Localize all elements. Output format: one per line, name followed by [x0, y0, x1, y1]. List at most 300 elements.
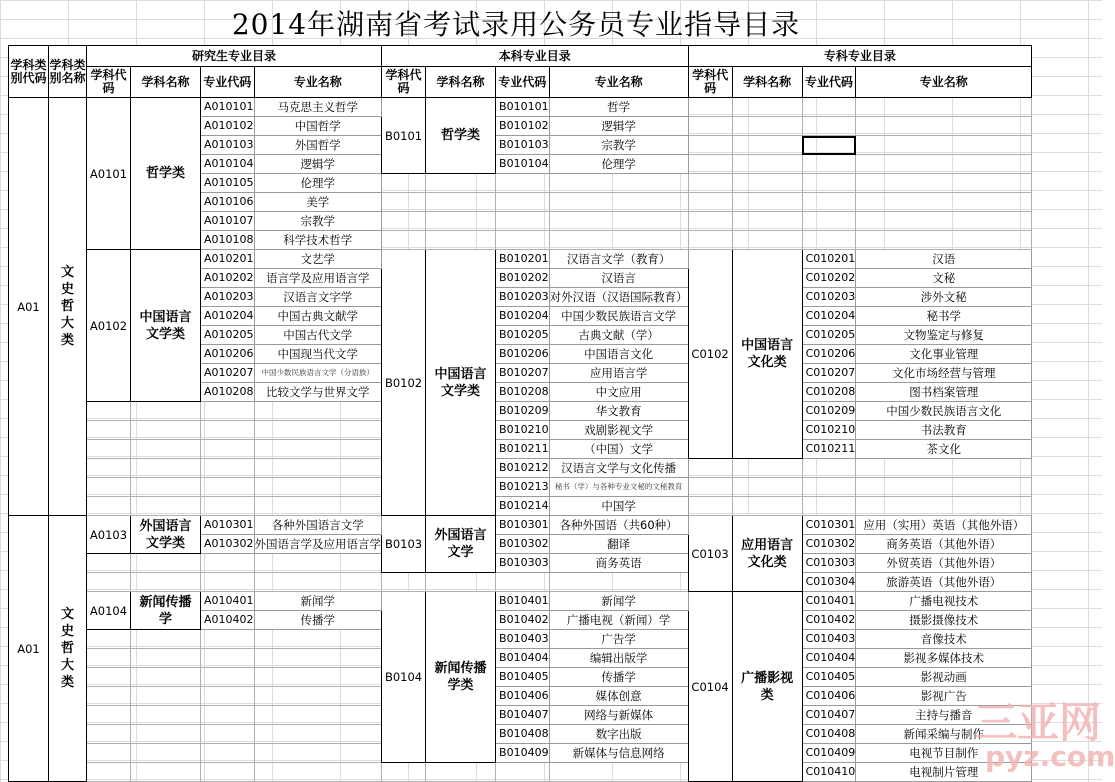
- g-major-code: A010105: [201, 174, 255, 193]
- g-group-name: 哲学类: [131, 98, 201, 250]
- empty-cell: [382, 763, 426, 782]
- header-bach-sub-code: 学科代码: [382, 67, 426, 98]
- empty-cell: [201, 725, 255, 744]
- table-row: [9, 725, 1032, 744]
- g-major-name: 汉语言文字学: [254, 288, 382, 307]
- empty-cell: [732, 478, 802, 497]
- g-major-code: A010108: [201, 231, 255, 250]
- empty-cell: [802, 497, 856, 516]
- empty-cell: [802, 478, 856, 497]
- c-major-name: 应用（实用）英语（其他外语）: [856, 516, 1032, 535]
- g-group-code: A0101: [87, 98, 131, 250]
- b-major-code: B010408: [496, 725, 550, 744]
- empty-cell: [201, 763, 255, 782]
- b-major-code: B010101: [496, 98, 550, 117]
- g-major-code: A010301: [201, 516, 255, 535]
- c-major-name: 影视多媒体技术: [856, 649, 1032, 668]
- empty-cell: [382, 231, 426, 250]
- table-row: [9, 459, 1032, 478]
- g-major-name: 新闻学: [254, 592, 382, 611]
- c-major-code: C010402: [802, 611, 856, 630]
- g-major-name: 中国少数民族语言文学（分语族）: [254, 364, 382, 383]
- g-major-code: A010401: [201, 592, 255, 611]
- empty-cell: [732, 98, 802, 117]
- watermark-logo: 三亚网: [975, 698, 1102, 747]
- g-major-name: 中国古典文献学: [254, 307, 382, 326]
- empty-cell: [131, 630, 201, 649]
- c-major-name: 外贸英语（其他外语）: [856, 554, 1032, 573]
- empty-cell: [254, 440, 382, 459]
- b-major-code: B010402: [496, 611, 550, 630]
- empty-cell: [87, 630, 131, 649]
- empty-cell: [856, 497, 1032, 516]
- c-major-name: 电视节目制作: [856, 744, 1032, 763]
- b-major-code: B010302: [496, 535, 550, 554]
- empty-cell: [688, 497, 732, 516]
- c-major-name: 文物鉴定与修复: [856, 326, 1032, 345]
- header-assoc-sub-code: 学科代码: [688, 67, 732, 98]
- c-group-name: 广播影视类: [732, 592, 802, 782]
- c-major-name: 广播电视技术: [856, 592, 1032, 611]
- category-name: 文史哲大类: [49, 516, 87, 782]
- category-name: 文史哲大类: [49, 98, 87, 516]
- empty-cell: [549, 212, 688, 231]
- c-major-name: 文秘: [856, 269, 1032, 288]
- header-grad-major-code: 专业代码: [201, 67, 255, 98]
- g-major-name: 科学技术哲学: [254, 231, 382, 250]
- header-bach-sub-name: 学科名称: [426, 67, 496, 98]
- c-major-name: 茶文化: [856, 440, 1032, 459]
- g-major-name: 文艺学: [254, 250, 382, 269]
- empty-cell: [426, 763, 496, 782]
- empty-cell: [131, 668, 201, 687]
- empty-cell: [131, 763, 201, 782]
- g-major-name: 外国语言学及应用语言学: [254, 535, 382, 554]
- g-major-name: 马克思主义哲学: [254, 98, 382, 117]
- empty-cell: [856, 117, 1032, 136]
- empty-cell: [802, 98, 856, 117]
- c-major-code: C010211: [802, 440, 856, 459]
- c-major-code: C010204: [802, 307, 856, 326]
- b-major-name: 汉语言文学（教育）: [549, 250, 688, 269]
- empty-cell: [802, 459, 856, 478]
- b-major-name: 汉语言文学与文化传播: [549, 459, 688, 478]
- header-grad: 研究生专业目录: [87, 46, 382, 67]
- g-group-code: A0103: [87, 516, 131, 554]
- empty-cell: [856, 174, 1032, 193]
- empty-cell: [201, 421, 255, 440]
- b-major-code: B010103: [496, 136, 550, 155]
- empty-cell: [426, 174, 496, 193]
- c-major-name: 书法教育: [856, 421, 1032, 440]
- b-major-code: B010208: [496, 383, 550, 402]
- empty-cell: [856, 231, 1032, 250]
- empty-cell: [549, 174, 688, 193]
- empty-cell: [131, 440, 201, 459]
- g-group-name: 中国语言文学类: [131, 250, 201, 402]
- c-major-name: 旅游英语（其他外语）: [856, 573, 1032, 592]
- c-major-code: C010410: [802, 763, 856, 782]
- c-major-code: C010203: [802, 288, 856, 307]
- category-code: A01: [9, 98, 49, 516]
- b-major-code: B010212: [496, 459, 550, 478]
- empty-cell: [732, 497, 802, 516]
- empty-cell: [131, 459, 201, 478]
- empty-cell: [254, 554, 382, 573]
- b-major-code: B010404: [496, 649, 550, 668]
- empty-cell: [201, 649, 255, 668]
- b-group-name: 新闻传播学类: [426, 592, 496, 763]
- empty-cell: [254, 459, 382, 478]
- b-major-name: 对外汉语（汉语国际教育）: [549, 288, 688, 307]
- empty-cell: [382, 573, 426, 592]
- table-row: [9, 706, 1032, 725]
- empty-cell: [201, 554, 255, 573]
- header-cat-name: 学科类别名称: [49, 46, 87, 98]
- empty-cell: [496, 763, 550, 782]
- empty-cell: [382, 174, 426, 193]
- b-major-name: 应用语言学: [549, 364, 688, 383]
- g-major-name: 外国哲学: [254, 136, 382, 155]
- c-major-code: C010201: [802, 250, 856, 269]
- empty-cell: [496, 231, 550, 250]
- g-major-code: A010208: [201, 383, 255, 402]
- empty-cell: [87, 440, 131, 459]
- empty-cell: [87, 649, 131, 668]
- b-major-name: 新闻学: [549, 592, 688, 611]
- c-major-code: C010208: [802, 383, 856, 402]
- empty-cell: [254, 687, 382, 706]
- empty-cell: [496, 193, 550, 212]
- empty-cell: [549, 573, 688, 592]
- empty-cell: [254, 497, 382, 516]
- b-major-name: 汉语言: [549, 269, 688, 288]
- g-major-code: A010103: [201, 136, 255, 155]
- empty-cell: [131, 554, 201, 573]
- b-major-name: 中国学: [549, 497, 688, 516]
- header-assoc-major-code: 专业代码: [802, 67, 856, 98]
- b-major-code: B010203: [496, 288, 550, 307]
- b-major-name: 网络与新媒体: [549, 706, 688, 725]
- empty-cell: [549, 231, 688, 250]
- b-major-code: B010210: [496, 421, 550, 440]
- g-group-name: 外国语言文学类: [131, 516, 201, 554]
- empty-cell: [856, 478, 1032, 497]
- b-major-code: B010403: [496, 630, 550, 649]
- g-major-code: A010106: [201, 193, 255, 212]
- empty-cell: [496, 573, 550, 592]
- b-major-name: 秘书（学）与各种专业文秘的文秘教育: [549, 478, 688, 497]
- empty-cell: [549, 193, 688, 212]
- b-major-name: （中国）文学: [549, 440, 688, 459]
- watermark-url: pyz.com: [985, 740, 1115, 773]
- b-major-name: 中国少数民族语言文学: [549, 307, 688, 326]
- g-major-code: A010107: [201, 212, 255, 231]
- c-major-code: C010408: [802, 725, 856, 744]
- empty-cell: [201, 478, 255, 497]
- b-major-name: 哲学: [549, 98, 688, 117]
- c-major-name: 新闻采编与制作: [856, 725, 1032, 744]
- selected-cell[interactable]: [802, 136, 856, 155]
- empty-cell: [856, 155, 1032, 174]
- empty-cell: [688, 212, 732, 231]
- c-major-name: 中国少数民族语言文化: [856, 402, 1032, 421]
- c-major-code: C010403: [802, 630, 856, 649]
- empty-cell: [87, 687, 131, 706]
- empty-cell: [802, 231, 856, 250]
- empty-cell: [254, 763, 382, 782]
- c-major-name: 影视广告: [856, 687, 1032, 706]
- empty-cell: [802, 117, 856, 136]
- empty-cell: [382, 212, 426, 231]
- empty-cell: [688, 231, 732, 250]
- c-major-name: 主持与播音: [856, 706, 1032, 725]
- empty-cell: [688, 174, 732, 193]
- empty-cell: [688, 193, 732, 212]
- b-major-name: 华文教育: [549, 402, 688, 421]
- empty-cell: [87, 725, 131, 744]
- b-major-name: 逻辑学: [549, 117, 688, 136]
- b-group-code: B0101: [382, 98, 426, 174]
- c-group-code: C0102: [688, 250, 732, 459]
- header-assoc-sub-name: 学科名称: [732, 67, 802, 98]
- c-major-name: 秘书学: [856, 307, 1032, 326]
- header-cat-code: 学科类别代码: [9, 46, 49, 98]
- empty-cell: [201, 459, 255, 478]
- b-major-code: B010407: [496, 706, 550, 725]
- empty-cell: [87, 573, 131, 592]
- b-major-name: 传播学: [549, 668, 688, 687]
- empty-cell: [856, 193, 1032, 212]
- c-group-code: C0103: [688, 516, 732, 592]
- empty-cell: [131, 744, 201, 763]
- b-major-code: B010201: [496, 250, 550, 269]
- c-group-name: 中国语言文化类: [732, 250, 802, 459]
- header-bach: 本科专业目录: [382, 46, 689, 67]
- empty-cell: [87, 402, 131, 421]
- b-major-code: B010409: [496, 744, 550, 763]
- b-major-code: B010205: [496, 326, 550, 345]
- b-major-name: 各种外国语（共60种）: [549, 516, 688, 535]
- g-major-code: A010206: [201, 345, 255, 364]
- empty-cell: [201, 402, 255, 421]
- empty-cell: [201, 630, 255, 649]
- b-major-name: 数字出版: [549, 725, 688, 744]
- b-major-code: B010211: [496, 440, 550, 459]
- empty-cell: [254, 725, 382, 744]
- empty-cell: [254, 649, 382, 668]
- empty-cell: [254, 744, 382, 763]
- empty-cell: [688, 155, 732, 174]
- b-major-name: 翻译: [549, 535, 688, 554]
- b-major-name: 编辑出版学: [549, 649, 688, 668]
- empty-cell: [732, 136, 802, 155]
- b-group-code: B0103: [382, 516, 426, 573]
- empty-cell: [856, 459, 1032, 478]
- table-row: [9, 402, 1032, 421]
- b-group-code: B0102: [382, 250, 426, 516]
- b-major-name: 广播电视（新闻）学: [549, 611, 688, 630]
- b-major-name: 新媒体与信息网络: [549, 744, 688, 763]
- empty-cell: [802, 212, 856, 231]
- empty-cell: [382, 193, 426, 212]
- c-major-code: C010401: [802, 592, 856, 611]
- g-major-code: A010104: [201, 155, 255, 174]
- empty-cell: [201, 573, 255, 592]
- empty-cell: [201, 497, 255, 516]
- b-major-code: B010104: [496, 155, 550, 174]
- g-major-name: 中国哲学: [254, 117, 382, 136]
- header-bach-major-code: 专业代码: [496, 67, 550, 98]
- empty-cell: [732, 174, 802, 193]
- empty-cell: [87, 421, 131, 440]
- empty-cell: [426, 212, 496, 231]
- g-major-name: 传播学: [254, 611, 382, 630]
- empty-cell: [496, 212, 550, 231]
- empty-cell: [87, 497, 131, 516]
- g-major-name: 比较文学与世界文学: [254, 383, 382, 402]
- c-major-code: C010209: [802, 402, 856, 421]
- b-major-code: B010405: [496, 668, 550, 687]
- g-major-name: 宗教学: [254, 212, 382, 231]
- major-catalog-table: [8, 45, 1032, 782]
- b-major-name: 商务英语: [549, 554, 688, 573]
- table-row: [9, 250, 1032, 269]
- c-major-code: C010210: [802, 421, 856, 440]
- empty-cell: [201, 687, 255, 706]
- b-major-code: B010202: [496, 269, 550, 288]
- table-row: [9, 421, 1032, 440]
- c-major-code: C010405: [802, 668, 856, 687]
- empty-cell: [688, 478, 732, 497]
- b-major-code: B010206: [496, 345, 550, 364]
- c-major-code: C010304: [802, 573, 856, 592]
- g-major-name: 语言学及应用语言学: [254, 269, 382, 288]
- c-major-code: C010207: [802, 364, 856, 383]
- table-row: [9, 497, 1032, 516]
- table-row: [9, 554, 1032, 573]
- c-major-code: C010206: [802, 345, 856, 364]
- empty-cell: [732, 193, 802, 212]
- g-group-code: A0104: [87, 592, 131, 630]
- b-major-name: 广告学: [549, 630, 688, 649]
- empty-cell: [131, 706, 201, 725]
- g-major-code: A010201: [201, 250, 255, 269]
- c-major-code: C010406: [802, 687, 856, 706]
- empty-cell: [87, 763, 131, 782]
- table-row: [9, 649, 1032, 668]
- b-major-name: 中文应用: [549, 383, 688, 402]
- b-group-code: B0104: [382, 592, 426, 763]
- header-grad-major-name: 专业名称: [254, 67, 382, 98]
- b-major-name: 古典文献（学）: [549, 326, 688, 345]
- empty-cell: [201, 440, 255, 459]
- header-grad-sub-name: 学科名称: [131, 67, 201, 98]
- g-major-code: A010205: [201, 326, 255, 345]
- c-major-name: 音像技术: [856, 630, 1032, 649]
- empty-cell: [201, 706, 255, 725]
- g-major-code: A010302: [201, 535, 255, 554]
- b-major-code: B010214: [496, 497, 550, 516]
- g-major-code: A010203: [201, 288, 255, 307]
- empty-cell: [254, 706, 382, 725]
- empty-cell: [131, 402, 201, 421]
- empty-cell: [856, 136, 1032, 155]
- empty-cell: [87, 668, 131, 687]
- empty-cell: [688, 136, 732, 155]
- b-major-name: 媒体创意: [549, 687, 688, 706]
- header-grad-sub-code: 学科代码: [87, 67, 131, 98]
- empty-cell: [732, 231, 802, 250]
- g-major-code: A010207: [201, 364, 255, 383]
- g-major-name: 逻辑学: [254, 155, 382, 174]
- empty-cell: [426, 231, 496, 250]
- g-major-code: A010204: [201, 307, 255, 326]
- g-major-code: A010101: [201, 98, 255, 117]
- b-group-name: 外国语言文学: [426, 516, 496, 573]
- g-group-name: 新闻传播学: [131, 592, 201, 630]
- c-major-code: C010303: [802, 554, 856, 573]
- empty-cell: [131, 649, 201, 668]
- c-major-name: 图书档案管理: [856, 383, 1032, 402]
- empty-cell: [426, 573, 496, 592]
- table-row: [9, 763, 1032, 782]
- g-major-code: A010202: [201, 269, 255, 288]
- empty-cell: [856, 212, 1032, 231]
- c-major-code: C010205: [802, 326, 856, 345]
- g-major-code: A010402: [201, 611, 255, 630]
- g-major-name: 美学: [254, 193, 382, 212]
- empty-cell: [254, 478, 382, 497]
- c-group-code: C0104: [688, 592, 732, 782]
- empty-cell: [201, 668, 255, 687]
- b-major-code: B010204: [496, 307, 550, 326]
- empty-cell: [732, 459, 802, 478]
- category-code: A01: [9, 516, 49, 782]
- b-major-code: B010209: [496, 402, 550, 421]
- c-group-name: 应用语言文化类: [732, 516, 802, 592]
- b-major-code: B010213: [496, 478, 550, 497]
- empty-cell: [254, 630, 382, 649]
- empty-cell: [131, 687, 201, 706]
- table-row: [9, 440, 1032, 459]
- c-major-name: 文化事业管理: [856, 345, 1032, 364]
- empty-cell: [87, 744, 131, 763]
- b-major-code: B010406: [496, 687, 550, 706]
- empty-cell: [201, 744, 255, 763]
- empty-cell: [856, 98, 1032, 117]
- table-row: [9, 668, 1032, 687]
- empty-cell: [688, 459, 732, 478]
- empty-cell: [254, 668, 382, 687]
- empty-cell: [732, 117, 802, 136]
- empty-cell: [254, 402, 382, 421]
- empty-cell: [688, 117, 732, 136]
- header-assoc: 专科专业目录: [688, 46, 1032, 67]
- table-row: [9, 630, 1032, 649]
- b-major-code: B010303: [496, 554, 550, 573]
- empty-cell: [254, 421, 382, 440]
- empty-cell: [87, 459, 131, 478]
- table-row: [9, 98, 1032, 117]
- empty-cell: [802, 193, 856, 212]
- table-row: [9, 573, 1032, 592]
- c-major-name: 摄影摄像技术: [856, 611, 1032, 630]
- empty-cell: [87, 478, 131, 497]
- empty-cell: [87, 706, 131, 725]
- b-major-code: B010207: [496, 364, 550, 383]
- b-major-name: 宗教学: [549, 136, 688, 155]
